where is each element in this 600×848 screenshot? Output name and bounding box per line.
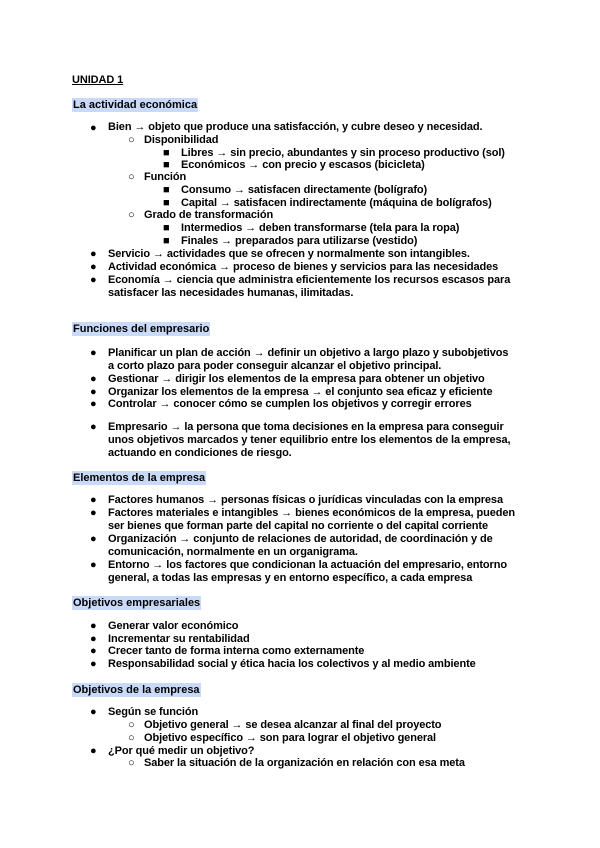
list-item-text: Función (144, 171, 187, 183)
section-heading-objetivos-empresa: Objetivos de la empresa (73, 684, 200, 696)
bullet-dot-icon: ● (90, 122, 97, 134)
list-item-text: Libres → sin precio, abundantes y sin proceso productivo (sol) (181, 147, 505, 159)
bullet-dot-icon: ● (90, 533, 97, 545)
bullet-dot-icon: ● (90, 386, 97, 398)
bullet-dot-icon: ● (90, 373, 97, 385)
list-item-text: actuando en condiciones de riesgo. (108, 447, 292, 459)
list-item-text: satisfacer las necesidades humanas, ilimitadas. (108, 287, 354, 299)
section-heading-objetivos-empresariales: Objetivos empresariales (73, 597, 201, 609)
list-item-text: Según se función (108, 706, 199, 718)
list-item-text: Organizar los elementos de la empresa → el conjunto sea eficaz y eficiente (108, 386, 493, 398)
list-item-text: Económicos → con precio y escasos (bicicleta) (181, 159, 425, 171)
section-heading-actividad: La actividad económica (73, 99, 198, 111)
bullet-dot-icon: ● (90, 706, 97, 718)
list-item-text: ser bienes que forman parte del capital no corriente o del capital corriente (108, 520, 488, 532)
list-item-text: general, a todas las empresas y en entorno específico, a cada empresa (108, 572, 473, 584)
list-item-text: Actividad económica → proceso de bienes y servicios para las necesidades (108, 261, 499, 273)
bullet-dot-icon: ● (90, 559, 97, 571)
bullet-circle-icon: ○ (128, 209, 135, 221)
bullet-circle-icon: ○ (128, 134, 135, 146)
list-item-text: Planificar un plan de acción → definir un objetivo a largo plazo y subobjetivos (108, 347, 509, 359)
bullet-dot-icon: ● (90, 347, 97, 359)
bullet-circle-icon: ○ (128, 719, 135, 731)
list-item-text: Disponibilidad (144, 134, 219, 146)
list-item-text: Generar valor económico (108, 620, 239, 632)
bullet-dot-icon: ● (90, 745, 97, 757)
bullet-circle-icon: ○ (128, 757, 135, 769)
list-item-text: Finales → preparados para utilizarse (vestido) (181, 235, 418, 247)
list-item-text: Incrementar su rentabilidad (108, 633, 250, 645)
list-item-text: Objetivo específico → son para lograr el objetivo general (144, 732, 436, 744)
list-item-text: Organización → conjunto de relaciones de autoridad, de coordinación y de (108, 533, 493, 545)
bullet-dot-icon: ● (90, 261, 97, 273)
bullet-dot-icon: ● (90, 248, 97, 260)
list-item-text: Objetivo general → se desea alcanzar al final del proyecto (144, 719, 442, 731)
bullet-dot-icon: ● (90, 494, 97, 506)
list-item-text: Saber la situación de la organización en relación con esa meta (144, 757, 465, 769)
list-item-text: Intermedios → deben transformarse (tela para la ropa) (181, 222, 460, 234)
bullet-square-icon: ■ (163, 197, 170, 209)
list-item-text: Gestionar → dirigir los elementos de la empresa para obtener un objetivo (108, 373, 485, 385)
bullet-circle-icon: ○ (128, 732, 135, 744)
list-item-text: Economía → ciencia que administra eficientemente los recursos escasos para (108, 274, 511, 286)
list-item-text: Responsabilidad social y ética hacia los colectivos y al medio ambiente (108, 658, 476, 670)
list-item-text: Bien → objeto que produce una satisfacción, y cubre deseo y necesidad. (108, 121, 483, 133)
bullet-circle-icon: ○ (128, 171, 135, 183)
list-item-text: Crecer tanto de forma interna como externamente (108, 645, 365, 657)
bullet-dot-icon: ● (90, 274, 97, 286)
list-item-text: Capital → satisfacen indirectamente (máquina de bolígrafos) (181, 197, 492, 209)
list-item-text: Factores materiales e intangibles → bienes económicos de la empresa, pueden (108, 507, 515, 519)
section-heading-elementos: Elementos de la empresa (73, 472, 206, 484)
bullet-dot-icon: ● (90, 620, 97, 632)
bullet-dot-icon: ● (90, 507, 97, 519)
bullet-square-icon: ■ (163, 184, 170, 196)
list-item-text: unos objetivos marcados y tener equilibrio entre los elementos de la empresa, (108, 434, 511, 446)
unit-title: UNIDAD 1 (72, 74, 124, 86)
bullet-square-icon: ■ (163, 235, 170, 247)
bullet-dot-icon: ● (90, 658, 97, 670)
list-item-text: comunicación, normalmente en un organigrama. (108, 546, 358, 558)
bullet-dot-icon: ● (90, 398, 97, 410)
bullet-square-icon: ■ (163, 147, 170, 159)
list-item-text: Grado de transformación (144, 209, 274, 221)
bullet-dot-icon: ● (90, 633, 97, 645)
list-item-text: Entorno → los factores que condicionan la actuación del empresario, entorno (108, 559, 507, 571)
list-item-text: Empresario → la persona que toma decisiones en la empresa para conseguir (108, 421, 504, 433)
bullet-square-icon: ■ (163, 222, 170, 234)
list-item-text: Controlar → conocer cómo se cumplen los objetivos y corregir errores (108, 398, 472, 410)
list-item-text: Factores humanos → personas físicas o jurídicas vinculadas con la empresa (108, 494, 503, 506)
list-item-text: a corto plazo para poder conseguir alcanzar el objetivo principal. (108, 360, 442, 372)
bullet-dot-icon: ● (90, 645, 97, 657)
list-item-text: ¿Por qué medir un objetivo? (108, 745, 255, 757)
bullet-dot-icon: ● (90, 421, 97, 433)
list-item-text: Servicio → actividades que se ofrecen y normalmente son intangibles. (108, 248, 470, 260)
bullet-square-icon: ■ (163, 159, 170, 171)
section-heading-funciones: Funciones del empresario (73, 323, 210, 335)
list-item-text: Consumo → satisfacen directamente (bolígrafo) (181, 184, 428, 196)
